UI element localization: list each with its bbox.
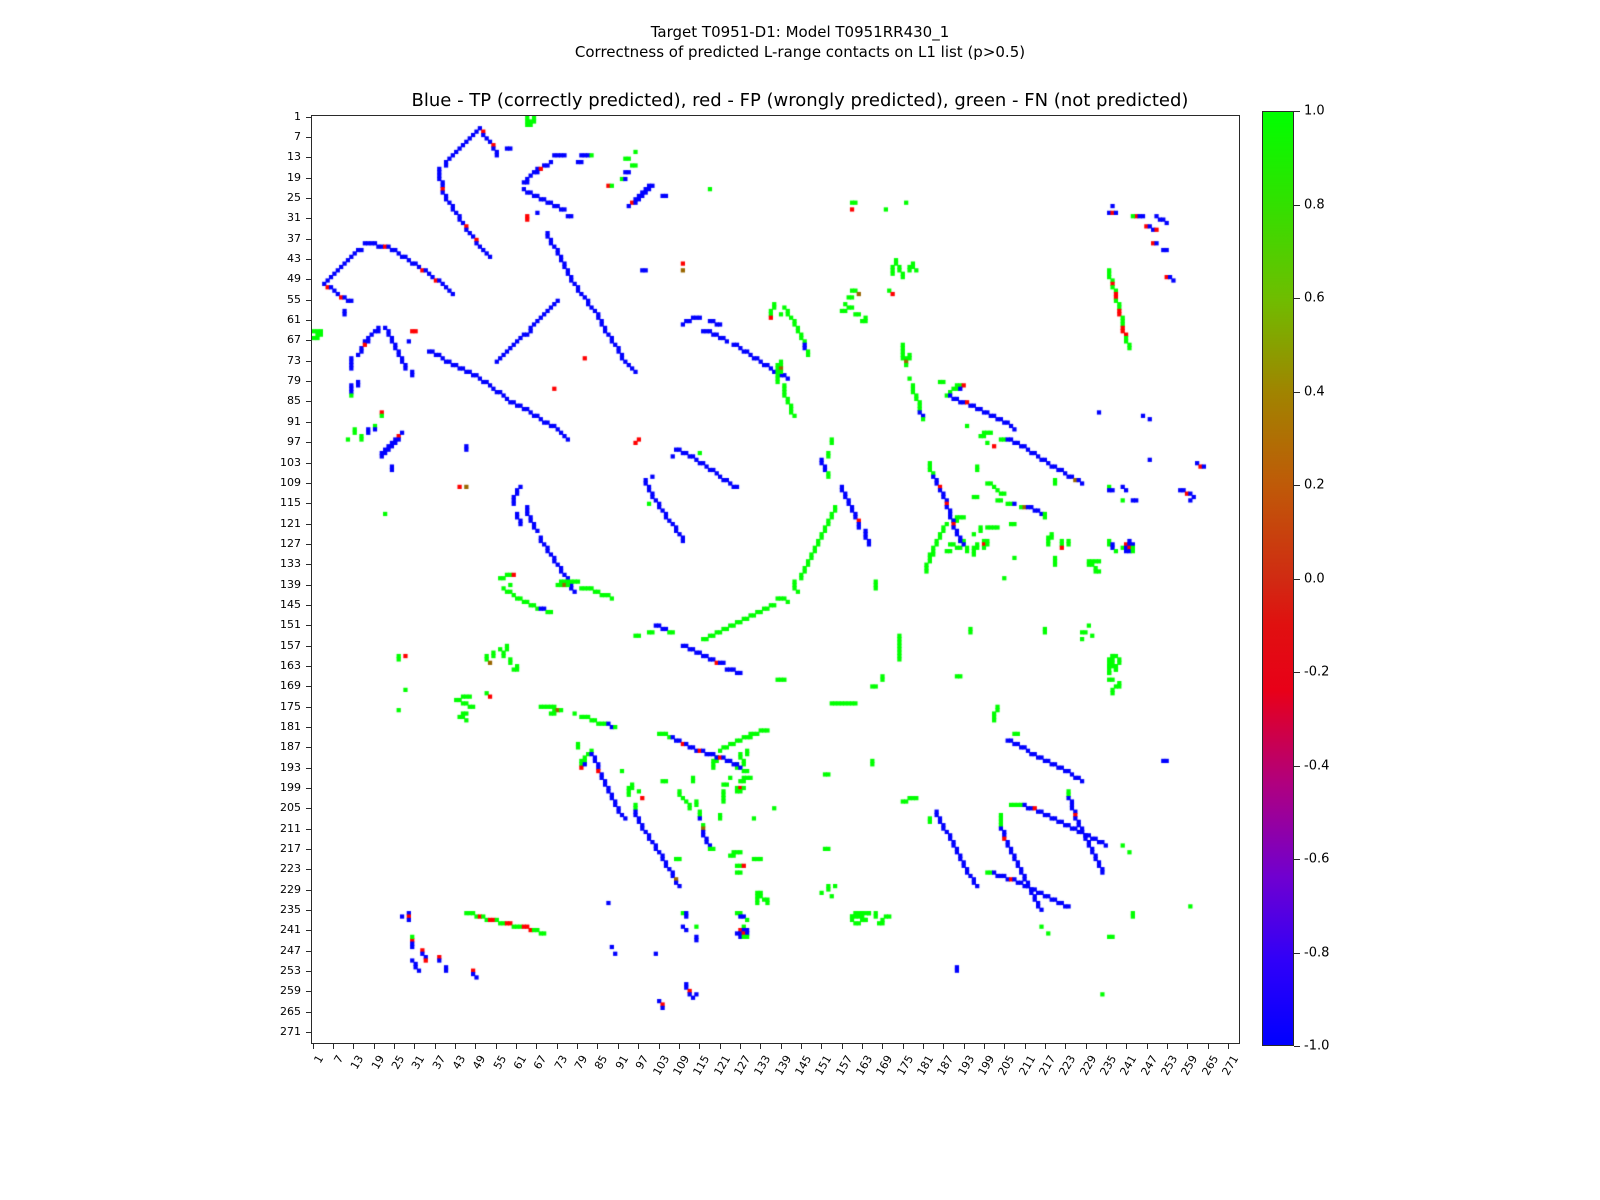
x-tick-label: 247 [1138,1053,1161,1078]
y-tick-mark [306,564,311,565]
y-tick-mark [306,829,311,830]
y-tick-mark [306,727,311,728]
x-tick-mark [1045,1044,1046,1049]
x-tick-mark [903,1044,904,1049]
y-tick-mark [306,808,311,809]
x-tick-label: 145 [792,1053,815,1078]
y-tick-label: 103 [280,455,301,469]
x-tick-mark [801,1044,802,1049]
x-tick-mark [984,1044,985,1049]
x-tick-mark [1025,1044,1026,1049]
x-tick-label: 79 [572,1053,591,1072]
y-tick-label: 223 [280,862,301,876]
y-tick-label: 121 [280,516,301,530]
y-tick-label: 43 [287,252,301,266]
y-tick-label: 181 [280,719,301,733]
colorbar-tick-label: -0.2 [1304,664,1330,680]
x-tick-label: 211 [1016,1053,1038,1078]
x-tick-mark [536,1044,537,1049]
y-tick-label: 253 [280,964,301,978]
y-tick-label: 271 [280,1025,301,1039]
colorbar-tick-mark [1294,766,1300,767]
y-tick-mark [306,788,311,789]
colorbar-tick-mark [1294,205,1300,206]
x-tick-label: 223 [1056,1053,1079,1078]
x-tick-label: 133 [751,1053,774,1078]
x-tick-label: 217 [1036,1053,1059,1078]
x-tick-mark [1065,1044,1066,1049]
y-tick-mark [306,1032,311,1033]
y-tick-mark [306,991,311,992]
y-tick-mark [306,463,311,464]
x-tick-label: 193 [955,1053,977,1078]
chart-title-line1: Target T0951-D1: Model T0951RR430_1 [650,23,950,41]
colorbar-tick-label: -0.6 [1304,851,1330,867]
chart-title-block [0,22,1600,63]
x-tick-label: 103 [650,1053,672,1078]
y-tick-mark [306,259,311,260]
chart-legend-subtitle: Blue - TP (correctly predicted), red - FP (wrongly predicted), green - FN (not predicted) [411,90,1189,111]
y-tick-mark [306,1012,311,1013]
x-tick-mark [475,1044,476,1049]
y-tick-mark [306,361,311,362]
y-tick-label: 265 [280,1004,301,1018]
contact-map-canvas [312,116,1239,1043]
y-tick-mark [306,117,311,118]
x-tick-label: 235 [1097,1053,1120,1078]
y-tick-mark [306,951,311,952]
y-tick-mark [306,666,311,667]
y-tick-label: 55 [287,292,301,306]
y-tick-mark [306,585,311,586]
y-tick-label: 217 [280,842,301,856]
x-tick-mark [597,1044,598,1049]
x-tick-mark [455,1044,456,1049]
x-tick-mark [313,1044,314,1049]
colorbar-tick-mark [1294,298,1300,299]
y-tick-label: 133 [280,557,301,571]
x-tick-mark [842,1044,843,1049]
y-tick-label: 7 [294,130,301,144]
x-tick-mark [699,1044,700,1049]
x-tick-mark [1086,1044,1087,1049]
x-tick-mark [353,1044,354,1049]
y-tick-mark [306,178,311,179]
x-tick-label: 67 [531,1053,550,1072]
y-tick-mark [306,218,311,219]
y-tick-mark [306,768,311,769]
y-tick-label: 1 [294,109,301,123]
colorbar-tick-label: 0.0 [1304,571,1325,586]
x-tick-label: 271 [1219,1053,1242,1078]
y-tick-label: 67 [287,333,301,347]
x-tick-label: 85 [592,1053,611,1072]
y-tick-mark [306,157,311,158]
y-tick-label: 37 [287,231,301,245]
y-tick-mark [306,401,311,402]
x-tick-label: 37 [429,1053,449,1072]
y-tick-label: 199 [280,781,301,795]
y-tick-mark [306,300,311,301]
y-tick-mark [306,646,311,647]
x-tick-label: 187 [934,1053,957,1078]
y-tick-mark [306,686,311,687]
colorbar-tick-mark [1294,1046,1300,1047]
x-tick-label: 151 [812,1053,835,1078]
y-tick-label: 25 [287,191,301,205]
y-tick-label: 85 [287,394,301,408]
y-tick-label: 241 [280,923,301,937]
y-tick-label: 145 [280,597,301,611]
y-tick-label: 31 [287,211,301,225]
y-tick-mark [306,524,311,525]
x-tick-mark [1208,1044,1209,1049]
x-tick-mark [394,1044,395,1049]
x-tick-label: 265 [1199,1053,1222,1078]
y-tick-mark [306,503,311,504]
y-tick-mark [306,422,311,423]
x-tick-label: 121 [711,1053,733,1078]
x-tick-label: 7 [331,1053,347,1066]
x-tick-mark [414,1044,415,1049]
x-tick-label: 127 [731,1053,754,1078]
x-tick-label: 157 [833,1053,855,1078]
y-tick-label: 235 [280,903,301,917]
y-tick-label: 115 [280,496,301,510]
x-tick-label: 91 [612,1053,632,1072]
colorbar-tick-mark [1294,859,1300,860]
colorbar-tick-label: 1.0 [1304,103,1325,119]
colorbar-tick-mark [1294,579,1300,580]
y-tick-label: 211 [280,821,301,835]
y-tick-label: 79 [287,374,301,388]
x-tick-mark [1106,1044,1107,1049]
y-tick-mark [306,625,311,626]
contact-map-plot [311,115,1240,1044]
y-tick-mark [306,483,311,484]
x-tick-label: 259 [1178,1053,1201,1078]
x-tick-mark [557,1044,558,1049]
y-tick-mark [306,279,311,280]
x-tick-label: 241 [1117,1053,1140,1078]
y-tick-label: 157 [280,638,301,652]
colorbar-tick-label: 0.2 [1304,477,1325,493]
colorbar [1262,111,1294,1046]
colorbar-tick-label: 0.8 [1304,197,1325,212]
y-tick-mark [306,971,311,972]
y-tick-label: 187 [280,740,301,754]
x-tick-label: 31 [409,1053,428,1072]
x-tick-mark [618,1044,619,1049]
y-tick-label: 19 [287,170,301,184]
x-tick-mark [943,1044,944,1049]
x-tick-mark [638,1044,639,1049]
x-tick-label: 1 [311,1053,326,1066]
colorbar-tick-label: -0.4 [1304,758,1330,773]
y-tick-label: 127 [280,536,301,550]
x-tick-mark [333,1044,334,1049]
colorbar-tick-mark [1294,111,1300,112]
y-tick-mark [306,605,311,606]
x-tick-label: 229 [1077,1053,1099,1078]
colorbar-tick-mark [1294,392,1300,393]
y-tick-label: 175 [280,699,301,713]
y-tick-mark [306,849,311,850]
x-tick-label: 253 [1158,1053,1181,1078]
x-tick-mark [1147,1044,1148,1049]
colorbar-tick-mark [1294,672,1300,673]
y-tick-mark [306,869,311,870]
x-tick-mark [781,1044,782,1049]
y-tick-mark [306,320,311,321]
colorbar-tick-label: -1.0 [1304,1038,1330,1054]
y-tick-label: 151 [280,618,301,632]
x-tick-mark [374,1044,375,1049]
colorbar-tick-mark [1294,953,1300,954]
y-tick-label: 139 [280,577,301,591]
y-tick-label: 49 [287,272,301,286]
x-tick-mark [821,1044,822,1049]
x-tick-mark [923,1044,924,1049]
x-tick-label: 97 [633,1053,652,1072]
y-tick-label: 109 [280,475,301,489]
y-tick-mark [306,381,311,382]
y-tick-label: 259 [280,984,301,998]
colorbar-tick-label: 0.4 [1304,384,1325,399]
x-tick-label: 199 [975,1053,998,1078]
x-tick-mark [516,1044,517,1049]
x-tick-label: 163 [853,1053,876,1078]
y-tick-label: 205 [280,801,301,815]
x-tick-label: 205 [995,1053,1018,1078]
y-tick-mark [306,930,311,931]
x-tick-mark [659,1044,660,1049]
x-tick-mark [1187,1044,1188,1049]
y-tick-mark [306,707,311,708]
x-tick-mark [435,1044,436,1049]
x-tick-mark [496,1044,497,1049]
x-tick-mark [1004,1044,1005,1049]
x-tick-label: 19 [368,1053,387,1072]
y-tick-label: 73 [287,353,301,367]
y-tick-mark [306,910,311,911]
colorbar-tick-label: 0.6 [1304,290,1325,306]
y-tick-label: 229 [280,882,301,896]
x-tick-mark [882,1044,883,1049]
x-tick-mark [740,1044,741,1049]
y-tick-label: 13 [287,150,301,164]
colorbar-tick-mark [1294,485,1300,486]
y-tick-label: 163 [280,658,301,672]
x-tick-mark [720,1044,721,1049]
y-tick-mark [306,890,311,891]
y-tick-mark [306,442,311,443]
y-tick-mark [306,198,311,199]
chart-title-line2: Correctness of predicted L-range contacts on L1 list (p>0.5) [574,43,1026,62]
x-tick-label: 169 [873,1053,896,1078]
x-tick-label: 181 [914,1053,937,1078]
y-tick-mark [306,544,311,545]
x-tick-mark [1228,1044,1229,1049]
colorbar-tick-label: -0.8 [1304,945,1330,960]
x-tick-label: 61 [511,1053,530,1072]
y-tick-mark [306,137,311,138]
x-tick-mark [1167,1044,1168,1049]
y-tick-label: 97 [287,435,301,449]
x-tick-label: 109 [670,1053,693,1078]
x-tick-label: 25 [389,1053,408,1072]
x-tick-label: 73 [551,1053,571,1072]
x-tick-mark [964,1044,965,1049]
x-tick-mark [760,1044,761,1049]
x-tick-label: 13 [348,1053,367,1072]
y-tick-label: 169 [280,679,301,693]
x-tick-label: 115 [690,1053,713,1078]
y-tick-mark [306,340,311,341]
y-tick-label: 61 [287,313,301,327]
x-tick-mark [1126,1044,1127,1049]
x-tick-label: 49 [470,1053,489,1072]
x-tick-label: 55 [490,1053,510,1072]
x-tick-mark [577,1044,578,1049]
y-tick-mark [306,239,311,240]
x-tick-label: 139 [772,1053,794,1078]
x-tick-label: 175 [894,1053,916,1078]
y-tick-label: 247 [280,943,301,957]
x-tick-label: 43 [450,1053,469,1072]
y-tick-label: 91 [287,414,301,428]
x-tick-mark [679,1044,680,1049]
y-tick-label: 193 [280,760,301,774]
y-tick-mark [306,747,311,748]
x-tick-mark [862,1044,863,1049]
